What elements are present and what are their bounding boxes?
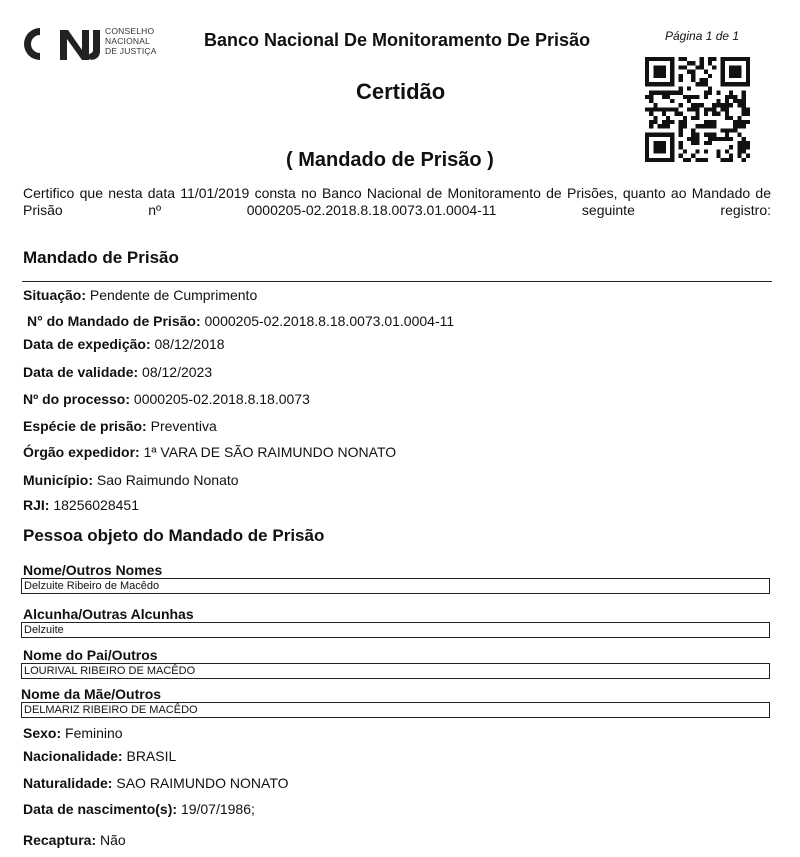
field-especie-prisao: Espécie de prisão: Preventiva bbox=[23, 418, 217, 434]
label-nome-pai: Nome do Pai/Outros bbox=[23, 647, 158, 663]
field-orgao-expedidor: Órgão expedidor: 1ª VARA DE SÃO RAIMUNDO NONATO bbox=[23, 444, 397, 460]
label-alcunha: Alcunha/Outras Alcunhas bbox=[23, 606, 194, 622]
field-data-validade: Data de validade: 08/12/2023 bbox=[23, 364, 213, 380]
certification-text: Certifico que nesta data 11/01/2019 consta no Banco Nacional de Monitoramento de Prisões, quanto ao Mandado de Prisão nº 0000205-02.2018.8.18.0073.01.0004-11 seguinte registro: bbox=[23, 185, 771, 218]
section-heading-person: Pessoa objeto do Mandado de Prisão bbox=[23, 526, 325, 545]
field-naturalidade: Naturalidade: SAO RAIMUNDO NONATO bbox=[23, 775, 289, 791]
field-numero-mandado: N° do Mandado de Prisão: 0000205-02.2018.8.18.0073.01.0004-11 bbox=[27, 313, 455, 329]
qr-code-icon bbox=[645, 57, 750, 162]
field-data-nascimento: Data de nascimento(s): 19/07/1986; bbox=[23, 801, 255, 817]
section-divider bbox=[22, 281, 772, 282]
field-rji: RJI: 18256028451 bbox=[23, 497, 139, 513]
field-situacao: Situação: Pendente de Cumprimento bbox=[23, 287, 258, 303]
box-alcunha: Delzuite bbox=[21, 622, 770, 638]
document-subtitle: ( Mandado de Prisão ) bbox=[286, 149, 494, 171]
label-nome: Nome/Outros Nomes bbox=[23, 562, 163, 578]
box-nome-mae: DELMARIZ RIBEIRO DE MACÊDO bbox=[21, 702, 770, 718]
field-sexo: Sexo: Feminino bbox=[23, 725, 123, 741]
section-heading-warrant: Mandado de Prisão bbox=[23, 248, 179, 267]
cnj-logo-text: CONSELHO NACIONAL DE JUSTIÇA bbox=[105, 26, 157, 56]
box-nome: Delzuite Ribeiro de Macêdo bbox=[21, 578, 770, 594]
field-municipio: Município: Sao Raimundo Nonato bbox=[23, 472, 239, 488]
page-indicator: Página 1 de 1 bbox=[665, 29, 740, 43]
document-title: Certidão bbox=[356, 79, 446, 104]
label-nome-mae: Nome da Mãe/Outros bbox=[21, 686, 162, 702]
header-title: Banco Nacional De Monitoramento De Prisão bbox=[204, 30, 591, 50]
box-nome-pai: LOURIVAL RIBEIRO DE MACÊDO bbox=[21, 663, 770, 679]
field-recaptura: Recaptura: Não bbox=[23, 832, 126, 848]
field-numero-processo: Nº do processo: 0000205-02.2018.8.18.0073 bbox=[23, 391, 310, 407]
field-nacionalidade: Nacionalidade: BRASIL bbox=[23, 748, 177, 764]
field-data-expedicao: Data de expedição: 08/12/2018 bbox=[23, 336, 225, 352]
